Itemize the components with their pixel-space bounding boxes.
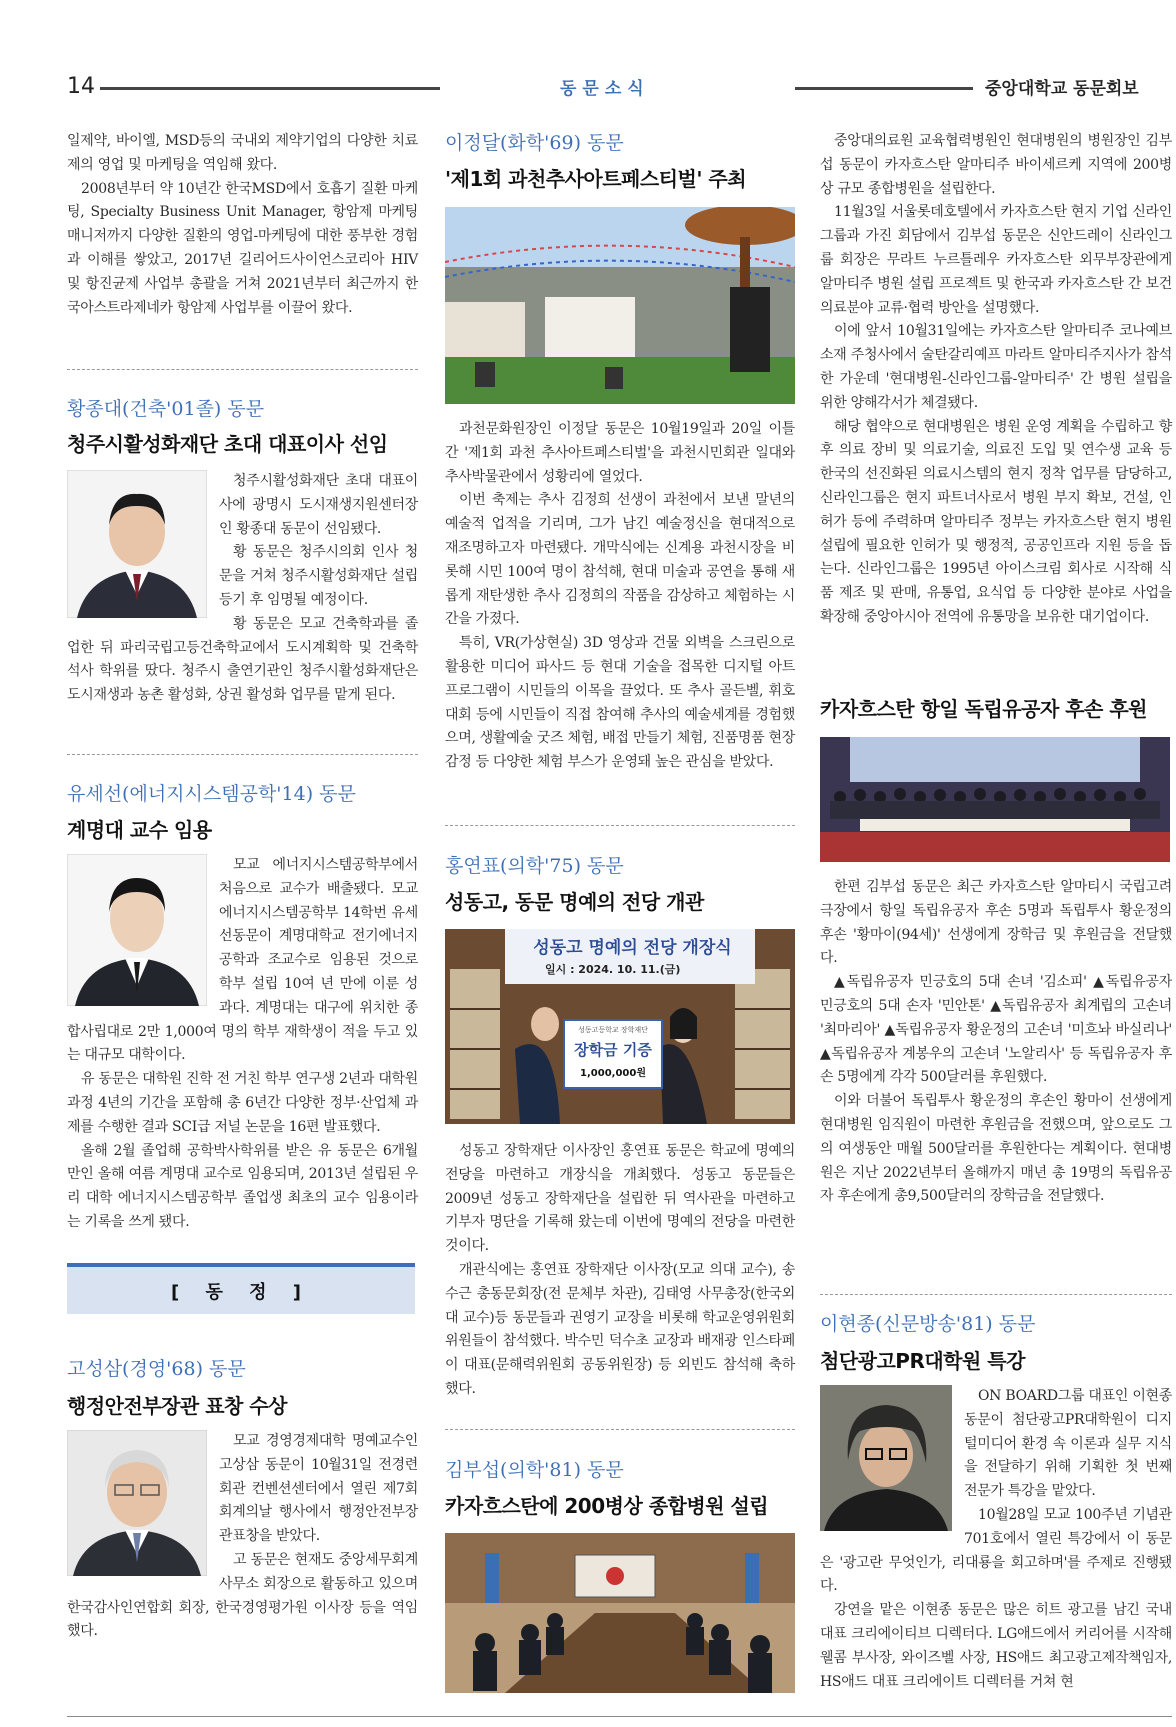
article-body bbox=[67, 470, 418, 708]
dongjeong-banner: [ 동 정 ] bbox=[67, 1263, 415, 1314]
paragraph: 황 동문은 모교 건축학과를 졸업한 뒤 파리국립고등건축학교에서 도시계획학 및 건축학 석사 학위를 땄다. 청주시 출연기관인 청주시활성화재단은 도시재생과 농촌 활성화, 상권 활성화 업무를 맡게 된다. bbox=[67, 615, 418, 704]
article-body bbox=[445, 418, 795, 775]
paragraph: 이번 축제는 추사 김정희 선생이 과천에서 보낸 말년의 예술적 업적을 기리며, 그가 남긴 예술정신을 현대적으로 재조명하고자 마련됐다. 개막식에는 신계용 과천시장을 비롯해 시민 100여 명이 참석해, 현대 미술과 공연을 통해 새롭게 재탄생한 추사 김정희의 작품을 감상하고 체험하는 시간을 가졌다. bbox=[445, 492, 795, 628]
paragraph: 강연을 맡은 이현종 동문은 많은 히트 광고를 남긴 국내 대표 크리에이티브 디렉터다. LG애드에서 커리어를 시작해 웰콤 부사장, 와이즈벨 사장, HS애드 최고광고제작책임자, HS애드 대표 크리에이트 디렉터를 거쳐 현 bbox=[820, 1602, 1172, 1690]
portrait-photo bbox=[820, 1385, 952, 1531]
alumni-name: 고성삼(경영'68) 동문 bbox=[67, 1358, 246, 1380]
article-headline: 카자흐스탄 항일 독립유공자 후손 후원 bbox=[820, 697, 1147, 721]
article-headline: 청주시활성화재단 초대 대표이사 선임 bbox=[67, 432, 388, 456]
article-headline: '제1회 과천추사아트페스티벌' 주최 bbox=[445, 167, 747, 191]
paragraph: 2008년부터 약 10년간 한국MSD에서 호흡기 질환 마케팅, Specialty Business Unit Manager, 항암제 마케팅 매니저까지 다양한 질환의 영업-마케팅에 대한 풍부한 경험과 이해를 쌓았고, 2017년 길리어드사이언스코리아 HIV 및 항진균제 사업부 총괄을 거쳐 2021년부터 최근까지 한국아스트라제네카 항암제 사업부를 이끌어 왔다. bbox=[67, 180, 418, 316]
col3-intro bbox=[820, 130, 1172, 630]
alumni-name: 유세선(에너지시스템공학'14) 동문 bbox=[67, 783, 356, 805]
col1-intro bbox=[67, 130, 418, 320]
publication-name: 중앙대학교 동문회보 bbox=[985, 79, 1139, 99]
paragraph: 과천문화원장인 이정달 동문은 10월19일과 20일 이틀간 '제1회 과천 추사아트페스티벌'을 과천시민회관 일대와 추사박물관에서 성황리에 열었다. bbox=[445, 421, 795, 485]
group-photo bbox=[820, 737, 1170, 862]
article-headline: 행정안전부장관 표창 수상 bbox=[67, 1394, 287, 1418]
article-body bbox=[445, 1140, 795, 1402]
divider bbox=[67, 369, 418, 370]
page-number: 14 bbox=[67, 74, 95, 99]
paragraph: 이에 앞서 10월31일에는 카자흐스탄 알마티주 코나예브 소재 주청사에서 술탄갈리예프 마라트 알마티주지사가 참석한 가운데 '현대병원-신라인그룹-알마티주' 간 병원 설립을 위한 양해각서가 체결됐다. bbox=[820, 323, 1172, 411]
paragraph: 고 동문은 현재도 중앙세무회계사무소 회장으로 활동하고 있으며 한국감사인연합회 회장, 한국경영평가원 이사장 등을 역임했다. bbox=[67, 1551, 418, 1640]
article-body bbox=[67, 1430, 418, 1644]
header-rule-left bbox=[100, 87, 440, 90]
hall-of-fame-photo bbox=[445, 929, 795, 1124]
section-title: 동문소식 bbox=[560, 79, 650, 99]
paragraph: 모교 경영경제대학 명예교수인 고상삼 동문이 10월31일 전경련회관 컨벤션센터에서 열린 제7회 회계의날 행사에서 행정안전부장관표창을 받았다. bbox=[219, 1433, 418, 1545]
paragraph: 중앙대의료원 교육협력병원인 현대병원의 병원장인 김부섭 동문이 카자흐스탄 알마티주 바이세르케 지역에 200병상 규모 종합병원을 설립한다. bbox=[820, 133, 1172, 197]
alumni-name: 황종대(건축'01졸) 동문 bbox=[67, 398, 265, 420]
paragraph: 11월3일 서울롯데호텔에서 카자흐스탄 현지 기업 신라인그룹과 가진 회담에서 김부섭 동문은 신안드레이 신라인그룹 회장은 무라트 누르틀레우 카자흐스탄 외무부장관에게 알마티주 병원 설립 프로젝트 및 한국과 카자흐스탄 간 보건의료분야 교류·협력 방안을 설명했다. bbox=[820, 204, 1172, 316]
alumni-name: 홍연표(의학'75) 동문 bbox=[445, 855, 624, 877]
divider bbox=[820, 1294, 1172, 1295]
portrait-photo bbox=[67, 1430, 207, 1576]
article-body bbox=[820, 1385, 1172, 1694]
paragraph: 10월28일 모교 100주년 기념관 701호에서 열린 특강에서 이 동문은 '광고란 무엇인가, 리대룡을 회고하며'를 주제로 진행됐다. bbox=[820, 1506, 1172, 1595]
festival-photo bbox=[445, 207, 795, 404]
article-headline: 첨단광고PR대학원 특강 bbox=[820, 1349, 1025, 1373]
paragraph: 한편 김부섭 동문은 최근 카자흐스탄 알마티시 국립고려극장에서 항일 독립유공자 후손 5명과 독립투사 황운정의 후손 '황마이(94세)' 선생에게 장학금 및 후원금을 전달했다. bbox=[820, 879, 1172, 967]
portrait-photo bbox=[67, 854, 207, 1006]
board-amount: 1,000,000원 bbox=[580, 1068, 646, 1079]
alumni-name: 김부섭(의학'81) 동문 bbox=[445, 1459, 624, 1481]
article-headline: 계명대 교수 임용 bbox=[67, 818, 212, 842]
paragraph: 모교 에너지시스템공학부에서 처음으로 교수가 배출됐다. 모교 에너지시스템공학부 14학번 유세선동문이 계명대학교 전기에너지공학과 조교수로 임용된 것으로 학부 설립 10여 년 만에 이룬 성과다. 계명대는 대구에 위치한 종합사립대로 2만 1,000여 명의 학부 재학생이 적을 두고 있는 대규모 대학이다. bbox=[67, 857, 418, 1064]
paragraph: 특히, VR(가상현실) 3D 영상과 건물 외벽을 스크린으로 활용한 미디어 파사드 등 현대 기술을 접목한 디지털 아트 프로그램이 시민들의 이목을 끌었다. 또 추사 골든벨, 휘호 대회 등에 시민들이 직접 참여해 추사의 예술세계를 경험했으며, 생활예술 굿즈 체험, 배접 만들기 체험, 진품명품 현장 감정 등 다양한 체험 부스가 운영돼 높은 관심을 받았다. bbox=[445, 635, 795, 771]
board-title: 장학금 기증 bbox=[574, 1041, 652, 1059]
article-body bbox=[820, 876, 1172, 1209]
header-rule-right bbox=[795, 87, 973, 90]
board-school: 성동고등학교 장학재단 bbox=[578, 1026, 648, 1034]
paragraph: 해당 협약으로 현대병원은 병원 운영 계획을 수립하고 향후 의료 장비 및 의료기술, 의료진 도입 및 연수생 교육 등 한국의 선진화된 의료시스템의 현지 정착 업무를 담당하고, 신라인그룹은 현지 파트너사로서 병원 부지 확보, 건설, 인허가 등에 주력하며 알마티주 정부는 카자흐스탄 현지 병원 설립에 필요한 인허가 및 행정적, 공공인프라 지원 등을 돕는다. 신라인그룹은 1995년 아이스크림 회사로 시작해 식품 제조 및 판매, 유통업, 요식업 등 다양한 분야로 사업을 확장해 중앙아시아 전역에 유통망을 보유한 대기업이다. bbox=[820, 418, 1172, 625]
paragraph: 이와 더불어 독립투사 황운정의 후손인 황마이 선생에게 현대병원 임직원이 마련한 후원금을 전했으며, 앞으로도 그의 여생동안 매월 500달러를 후원한다는 계획이다. 현대병원은 지난 2022년부터 올해까지 매년 총 19명의 독립유공자 후손에게 총9,500달러의 장학금을 전달했다. bbox=[820, 1093, 1172, 1205]
paragraph: 청주시활성화재단 초대 대표이사에 광명시 도시재생지원센터장인 황종대 동문이 선임됐다. bbox=[219, 473, 418, 537]
paragraph: ▲독립유공자 민긍호의 5대 손녀 '김소피' ▲독립유공자 민긍호의 5대 손자 '민안톤' ▲독립유공자 최계립의 고손녀 '최마리아' ▲독립유공자 황운정의 고손녀 '미흐놔 바실리나' ▲독립유공자 계봉우의 고손녀 '노알리사' 등 독립유공자 후손 5명에게 각각 500달러를 후원했다. bbox=[820, 974, 1172, 1086]
divider bbox=[445, 825, 795, 826]
paragraph: 성동고 장학재단 이사장인 홍연표 동문은 학교에 명예의 전당을 마련하고 개장식을 개최했다. 성동고 동문들은 2009년 성동고 장학재단을 설립한 뒤 역사관을 마련하고 기부자 명단을 기록해 왔는데 이번에 명예의 전당을 마련한 것이다. bbox=[445, 1143, 795, 1255]
paragraph: 일제약, 바이엘, MSD등의 국내외 제약기업의 다양한 치료제의 영업 및 마케팅을 역임해 왔다. bbox=[67, 133, 418, 173]
footer-rule bbox=[67, 1716, 1172, 1717]
banner-date: 일시 : 2024. 10. 11.(금) bbox=[545, 963, 681, 976]
paragraph: 개관식에는 홍연표 장학재단 이사장(모교 의대 교수), 송수근 총동문회장(전 문체부 차관), 김태영 사무총장(한국외대 교수)등 동문들과 권영기 교장을 비롯해 학교운영위원회 위원들이 참석했다. 박수민 덕수초 교장과 배재광 인스타페이 대표(문해력위원회 공동위원장) 등 외빈도 참석해 축하했다. bbox=[445, 1261, 795, 1397]
article-body bbox=[67, 854, 418, 1235]
divider bbox=[445, 1429, 795, 1430]
alumni-name: 이정달(화학'69) 동문 bbox=[445, 132, 624, 154]
paragraph: 황 동문은 청주시의회 인사 청문을 거쳐 청주시활성화재단 설립 등기 후 임명될 예정이다. bbox=[219, 544, 418, 608]
donation-board bbox=[563, 1019, 663, 1089]
meeting-photo bbox=[445, 1533, 795, 1693]
paragraph: 올해 2월 졸업해 공학박사학위를 받은 유 동문은 6개월만인 올해 여름 계명대 교수로 임용되며, 2013년 설립된 우리 대학 에너지시스템공학부 졸업생 최초의 교수 임용이라는 기록을 쓰게 됐다. bbox=[67, 1142, 418, 1230]
article-headline: 성동고, 동문 명예의 전당 개관 bbox=[445, 890, 704, 914]
paragraph: 유 동문은 대학원 진학 전 거친 학부 연구생 2년과 대학원 과정 4년의 기간을 포함해 총 6년간 다양한 정부·산업체 과제를 수행한 결과 SCI급 저널 논문을 16편 발표했다. bbox=[67, 1071, 418, 1135]
divider bbox=[67, 754, 418, 755]
alumni-name: 이현종(신문방송'81) 동문 bbox=[820, 1313, 1036, 1335]
portrait-photo bbox=[67, 470, 207, 618]
article-headline: 카자흐스탄에 200병상 종합병원 설립 bbox=[445, 1494, 769, 1518]
banner-title: 성동고 명예의 전당 개장식 bbox=[533, 938, 732, 958]
paragraph: ON BOARD그룹 대표인 이현종 동문이 첨단광고PR대학원이 디지털미디어 환경 속 이론과 실무 지식을 전달하기 위해 기획한 첫 번째 전문가 특강을 맡았다. bbox=[964, 1388, 1172, 1500]
